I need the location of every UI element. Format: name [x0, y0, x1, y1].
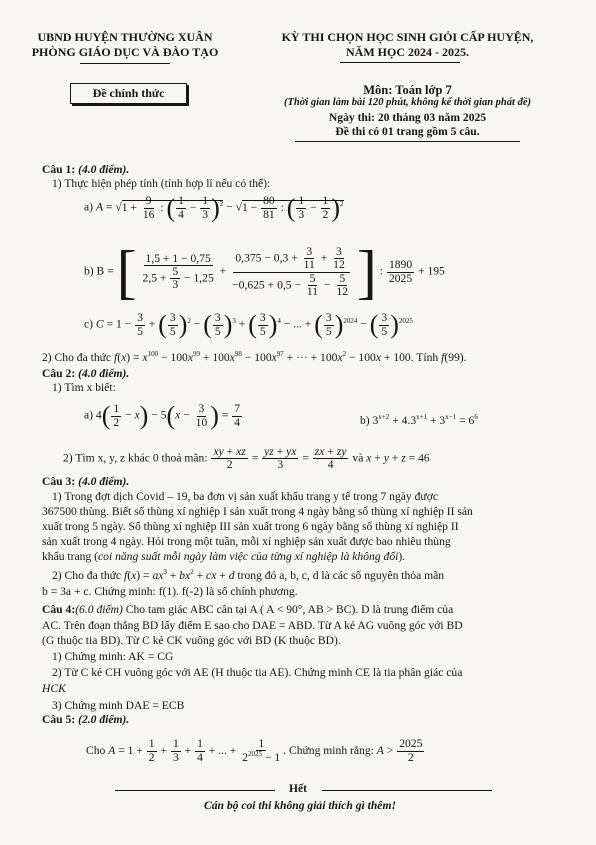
q4-l1: [42, 603, 453, 616]
q3-p1-l5a: khẩu trang (: [42, 550, 99, 563]
header-underline-right: [340, 62, 460, 63]
q4-l3: (G thuộc tia BD). Từ C kẻ CK vuông góc với BD (K thuộc BD).: [42, 634, 341, 647]
q4-l2: AC. Trên đoạn thẳng BD lấy điểm E sao cho DAE = ABD. Từ A kẻ AG vuông góc với BD: [42, 619, 463, 632]
q1-part2-text: 2) Cho đa thức: [42, 350, 112, 364]
time-note: (Thời gian làm bài 120 phút, không kể thời gian phát đề): [284, 97, 531, 108]
q2-expr-b: b) $3^{x+2} + 4.3^{x+1} + 3^{x-1} = 6^6$: [360, 413, 478, 427]
q1-points: (4.0 điểm).: [78, 163, 130, 176]
q3-p2-a: 2) Cho đa thức: [52, 568, 122, 582]
q4-p2-l1: 2) Từ C kẻ CH vuông góc với AE (H thuộc tia AE). Chứng minh CE là tia phân giác của: [52, 666, 463, 679]
end-mark: Hết: [288, 782, 308, 795]
official-label-box: [70, 83, 187, 104]
q1-heading: [42, 163, 129, 176]
q2-expr-a: a) 4( $\frac{1}{2}$ − x) − 5(x − $\frac{3}{10}$ ) = $\frac{7}{4}$: [84, 401, 241, 430]
q3-p1-l4: sản xuất trong 4 ngày. Hỏi trong một tuần, mỗi xí nghiệp sản xuất được bao nhiêu thùng: [42, 535, 451, 548]
footer-note: Cán bộ coi thi không giải thích gì thêm!: [204, 799, 396, 812]
q3-p1-l5c: ).: [398, 550, 406, 563]
page-info: Đề thi có 01 trang gồm 5 câu.: [335, 125, 480, 138]
q1-expr-a: a) A = √1 + $\frac{9}{16}$ : ( $\frac{1}{4}$ − $\frac{1}{3}$ )$^2$ − √1 − $\frac{80}{81}$ : ( $\frac{1}{3}$ − $\frac{1}{2}$ )$^2$: [84, 193, 344, 222]
subject: Môn: Toán lớp 7: [363, 83, 452, 97]
q1-part1: 1) Thực hiện phép tính (tính hợp lí nếu có thể):: [52, 177, 271, 190]
q5-points: (2.0 điểm).: [78, 713, 130, 726]
q3-p2-b: trong đó a, b, c, d là các số nguyên thỏa mãn: [237, 568, 445, 582]
official-label: Đề chính thức: [92, 86, 165, 100]
q5-heading: [42, 713, 129, 726]
q3-title: Câu 3:: [42, 475, 76, 488]
q5-cho: Cho: [86, 743, 106, 757]
q2-part2-and: và: [352, 451, 364, 465]
q3-p1-l5: [42, 550, 405, 563]
q1-part2-tail: . Tính: [410, 350, 439, 364]
q1-title: Câu 1:: [42, 163, 76, 176]
q3-heading: [42, 475, 129, 488]
header-underline-left: [80, 63, 170, 64]
q1-expr-b: b) B = [ 1,5 + 1 − 0,75 2,5 + $\frac{5}{3}$ − 1,25 + 0,375 − 0,3 + $\frac{3}{11}$ + $\frac{3}{12}$ −0,625 + 0,5 − $\frac{5}{11}$ − $\frac{5}{12}$ ] : $\frac{1890}{2025}$ + 195: [84, 239, 445, 305]
q3-p1-l3: xuất trong 5 ngày. Số thùng xí nghiệp III sản xuất trong 6 ngày bằng số thùng xí nghiệp II: [42, 520, 459, 533]
q4-points: (6.0 điểm): [75, 603, 123, 616]
exam-date: Ngày thi: 20 tháng 03 năm 2025: [328, 111, 487, 124]
q2-points: (4.0 điểm).: [78, 367, 130, 380]
q5-title: Câu 5:: [42, 713, 76, 726]
header-underline-info: [295, 141, 520, 142]
exam-title: KỲ THI CHỌN HỌC SINH GIỎI CẤP HUYỆN,: [281, 30, 534, 44]
q2-title: Câu 2:: [42, 367, 76, 380]
q2-part1: 1) Tìm x biết:: [52, 381, 116, 394]
q2-part2: 2) Tìm x, y, z khác 0 thoả mãn: $\frac{xy + xz}{2}$ = $\frac{yz + yx}{3}$ = $\frac{zx + zy}{4}$ và x + y + z = 46: [63, 445, 430, 472]
q3-p2-c: b = 3a + c. Chứng minh: f(1). f(-2) là số chính phương.: [42, 585, 298, 598]
school-authority: UBND HUYỆN THƯỜNG XUÂN: [37, 30, 213, 44]
q4-p3: 3) Chứng minh DAE = ECB: [52, 699, 185, 712]
school-year: NĂM HỌC 2024 - 2025.: [346, 45, 469, 59]
q5-prove: . Chứng minh rằng:: [283, 743, 374, 757]
q2-heading: [42, 367, 129, 380]
q4-title: Câu 4:: [42, 603, 76, 616]
q3-p1-l1: 1) Trong đợt dịch Covid – 19, ba đơn vị sản xuất khẩu trang y tế trong 7 ngày được: [52, 490, 438, 503]
footer-line-left: [115, 790, 275, 791]
q3-p1-l5b: coi năng suất mỗi ngày làm việc của từng xí nghiệp là không đổi: [98, 550, 399, 563]
q4-p2-l2: HCK: [42, 682, 66, 695]
q1-expr-c: c) C = 1 − $\frac{3}{5}$ + ( $\frac{3}{5}$ )$^2$ − ( $\frac{3}{5}$ )$^3$ + ( $\frac{3}{5}$ )$^4$ − ... + ( $\frac{3}{5}$ )$^{2024}$ − ( $\frac{3}{5}$ )$^{2025}$: [84, 310, 413, 339]
q1-part2: 2) Cho đa thức $f(x) = x^{100} - 100x^{99} + 100x^{98} - 100x^{97}$ + ··· + $100x^2 - 100x + 100$. Tính f(99).: [42, 350, 467, 364]
q3-p1-l2: 367500 thùng. Biết số thùng xí nghiệp I sản xuất trong 4 ngày bằng số thùng xí nghiệp II sản: [42, 505, 473, 518]
q4-p1: 1) Chứng minh: AK = CG: [52, 650, 174, 663]
q5-expr: Cho A = 1 + $\frac{1}{2}$ + $\frac{1}{3}$ + $\frac{1}{4}$ + ... + $\frac{1}{2^{2025} - 1}$ . Chứng minh rằng: A > $\frac{2025}{2}$: [86, 737, 423, 765]
q3-p2: 2) Cho đa thức $f(x) = ax^3 + bx^2$ + cx + d trong đó a, b, c, d là các số nguyên thỏa mãn: [52, 568, 445, 582]
department-name: PHÒNG GIÁO DỤC VÀ ĐÀO TẠO: [31, 45, 219, 59]
footer-line-right: [322, 790, 492, 791]
q4-l1-text: Cho tam giác ABC cân tại A ( A < 90°, AB > BC). D là trung điểm của: [125, 603, 454, 616]
q2-part2-text: 2) Tìm x, y, z khác 0 thoả mãn:: [63, 451, 208, 465]
q3-points: (4.0 điểm).: [78, 475, 130, 488]
